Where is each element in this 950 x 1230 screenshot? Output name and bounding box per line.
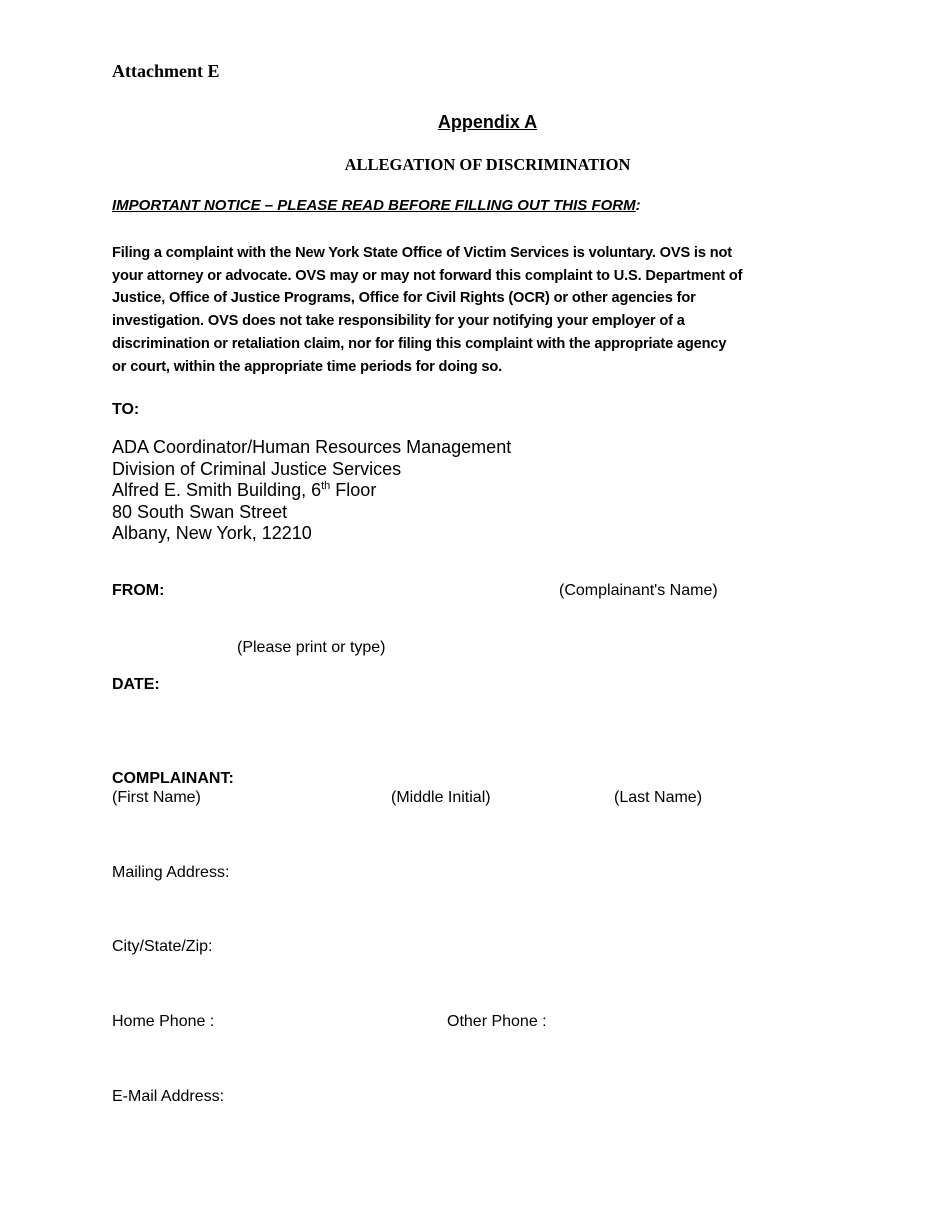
first-name-label: (First Name) — [112, 789, 201, 806]
appendix-heading: Appendix A — [437, 112, 538, 132]
notice-line: investigation. OVS does not take responsibility for your notifying your employer of a — [112, 313, 685, 330]
complainant-label: COMPLAINANT: — [112, 770, 234, 787]
notice-line: Filing a complaint with the New York State Office of Victim Services is voluntary. OVS is not — [112, 245, 732, 261]
attachment-label: Attachment E — [112, 61, 220, 81]
address-line: Alfred E. Smith Building, 6th Floor — [112, 480, 377, 501]
to-label: TO: — [112, 401, 140, 418]
mailing-address-label: Mailing Address: — [112, 864, 230, 881]
address-line: Division of Criminal Justice Services — [112, 458, 402, 479]
notice-line: your attorney or advocate. OVS may or may not forward this complaint to U.S. Department of — [112, 267, 743, 284]
address-line: Albany, New York, 12210 — [112, 523, 312, 544]
recipient-address — [112, 437, 511, 545]
notice-line: discrimination or retaliation claim, nor for filing this complaint with the appropriate agency — [112, 335, 727, 352]
email-label: E-Mail Address: — [112, 1088, 225, 1105]
last-name-label: (Last Name) — [614, 789, 703, 806]
print-hint: (Please print or type) — [237, 639, 386, 656]
city-state-zip-label: City/State/Zip: — [112, 938, 213, 955]
notice-heading — [112, 197, 641, 214]
notice-line: Justice, Office of Justice Programs, Office for Civil Rights (OCR) or other agencies for — [112, 290, 696, 307]
middle-initial-label: (Middle Initial) — [391, 789, 491, 806]
date-label: DATE: — [112, 676, 160, 693]
notice-line: or court, within the appropriate time periods for doing so. — [112, 358, 503, 375]
address-line: 80 South Swan Street — [112, 501, 288, 522]
from-label: FROM: — [112, 582, 165, 599]
home-phone-label: Home Phone : — [112, 1013, 215, 1030]
address-line: ADA Coordinator/Human Resources Management — [112, 437, 512, 457]
notice-colon: : — [635, 197, 641, 214]
form-title: ALLEGATION OF DISCRIMINATION — [344, 155, 631, 174]
other-phone-label: Other Phone : — [447, 1013, 547, 1030]
notice-heading-text: IMPORTANT NOTICE – PLEASE READ BEFORE FILLING OUT THIS FORM — [112, 197, 636, 214]
complainant-name-hint: (Complainant's Name) — [559, 582, 718, 599]
notice-paragraph — [112, 242, 742, 378]
